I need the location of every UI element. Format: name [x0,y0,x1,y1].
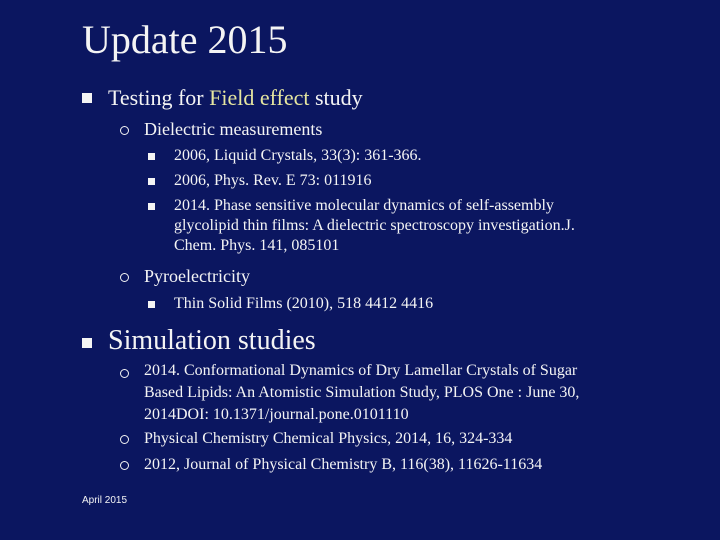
circle-bullet-icon [120,435,129,444]
simulation-ref-1-line-3: 2014DOI: 10.1371/journal.pone.0101110 [144,406,409,423]
dielectric-ref-2: 2006, Phys. Rev. E 73: 011916 [174,172,372,189]
circle-bullet-icon [120,273,129,282]
square-bullet-icon [148,203,155,210]
square-bullet-icon [148,301,155,308]
square-bullet-icon [82,93,92,103]
square-bullet-icon [148,178,155,185]
dielectric-ref-3-line-3: Chem. Phys. 141, 085101 [174,237,340,254]
simulation-ref-1-line-2: Based Lipids: An Atomistic Simulation Study, PLOS One : June 30, [144,384,580,401]
square-bullet-icon [82,338,92,348]
field-effect-suffix: study [309,85,363,110]
circle-bullet-icon [120,369,129,378]
square-bullet-icon [148,153,155,160]
simulation-ref-3: 2012, Journal of Physical Chemistry B, 116(38), 11626-11634 [144,456,543,473]
field-effect-prefix: Testing for [108,85,210,110]
circle-bullet-icon [120,461,129,470]
slide-title: Update 2015 [82,17,288,62]
dielectric-heading: Dielectric measurements [144,119,323,139]
pyro-heading: Pyroelectricity [144,266,250,286]
footer-date: April 2015 [82,495,128,506]
dielectric-ref-1: 2006, Liquid Crystals, 33(3): 361-366. [174,147,422,164]
simulation-ref-2: Physical Chemistry Chemical Physics, 2014, 16, 324-334 [144,430,513,447]
circle-bullet-icon [120,126,129,135]
simulation-heading: Simulation studies [108,325,316,356]
field-effect-heading [108,84,363,112]
field-effect-highlight: Field effect [209,85,310,110]
dielectric-ref-3-line-1: 2014. Phase sensitive molecular dynamics of self-assembly [174,197,554,214]
pyro-ref-1: Thin Solid Films (2010), 518 4412 4416 [174,295,434,312]
simulation-ref-1-line-1: 2014. Conformational Dynamics of Dry Lamellar Crystals of Sugar [144,362,578,379]
dielectric-ref-3-line-2: glycolipid thin films: A dielectric spectroscopy investigation.J. [174,217,575,234]
